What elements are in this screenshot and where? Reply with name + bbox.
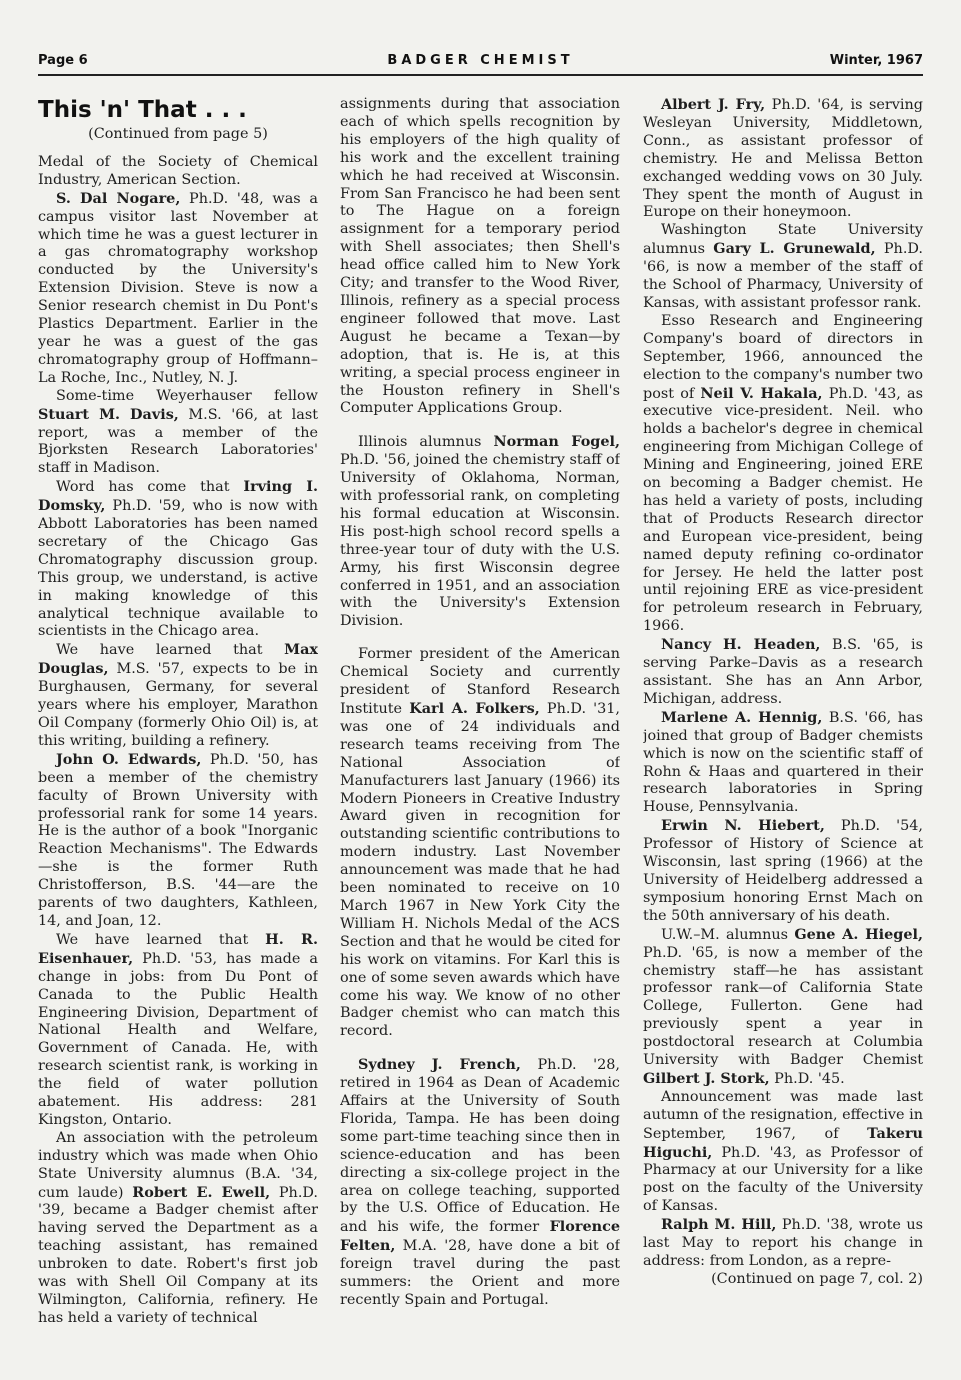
paragraph: Washington State University alumnus Gary L. Grunewald, Ph.D. '66, is now a member of the staff of the School of Pharmacy, University of Kansas, with assistant professor rank. bbox=[643, 222, 923, 311]
paragraph: John O. Edwards, Ph.D. '50, has been a member of the chemistry faculty of Brown University with professorial rank for some 14 years. He is the author of a book "Inorganic Reaction Mechanisms". The Edwards—she is the former Ruth Christofferson, B.S. '44—are the parents of two daughters, Kathleen, 14, and Joan, 12. bbox=[38, 750, 318, 929]
publication-title: BADGER CHEMIST bbox=[387, 53, 574, 68]
paragraph: Announcement was made last autumn of the resignation, effective in September, 1967, of Takeru Higuchi, Ph.D. '43, as Professor of Pharmacy at our University for a like post on the faculty of the University of Kansas. bbox=[643, 1088, 923, 1215]
column-1 bbox=[38, 96, 318, 1346]
column-3 bbox=[643, 96, 923, 1346]
paragraph: Marlene A. Hennig, B.S. '66, has joined that group of Badger chemists which is now on the scientific staff of Rohn & Haas and quartered in their research laboratories in Spring House, Pennsylvania. bbox=[643, 708, 923, 816]
paragraph: Word has come that Irving I. Domsky, Ph.D. '59, who is now with Abbott Laboratories has been named secretary of the Chicago Gas Chromatography discussion group. This group, we understand, is active in making knowledge of this analytical technique available to scientists in the Chicago area. bbox=[38, 478, 318, 640]
paragraph: Albert J. Fry, Ph.D. '64, is serving Wesleyan University, Middletown, Conn., as assistant professor of chemistry. He and Melissa Betton exchanged wedding vows on 30 July. They spent the month of August in Europe on their honeymoon. bbox=[643, 96, 923, 221]
paragraph: Nancy H. Headen, B.S. '65, is serving Parke–Davis as a research assistant. She has an Ann Arbor, Michigan, address. bbox=[643, 636, 923, 707]
header-rule bbox=[38, 74, 923, 76]
paragraph: Sydney J. French, Ph.D. '28, retired in 1964 as Dean of Academic Affairs at the University of South Florida, Tampa. He has been doing some part-time teaching since then in science-education and has been directing a six-college project in the area on college teaching, supported by the U.S. Office of Education. He and his wife, the former Florence Felten, M.A. '28, have done a bit of foreign travel during the past summers: the Orient and more recently Spain and Portugal. bbox=[340, 1056, 620, 1308]
page-number: Page 6 bbox=[38, 53, 88, 68]
continued-on: (Continued on page 7, col. 2) bbox=[711, 1270, 923, 1287]
paragraph: Illinois alumnus Norman Fogel, Ph.D. '56, joined the chemistry staff of University of Oklahoma, Norman, with professorial rank, on completing his formal education at Wisconsin. His post-high school record spells a three-year tour of duty with the U.S. Army, his first Wisconsin degree conferred in 1951, and an association with the University's Extension Division. bbox=[340, 433, 620, 630]
paragraph: Some-time Weyerhauser fellow Stuart M. Davis, M.S. '66, at last report, was a member of the Bjorksten Research Laboratories' staff in Madison. bbox=[38, 387, 318, 477]
continued-from: (Continued from page 5) bbox=[88, 126, 268, 142]
paragraph: Medal of the Society of Chemical Industry, American Section. bbox=[38, 153, 318, 188]
section-title: This 'n' That . . . bbox=[38, 97, 247, 123]
paragraph: assignments during that association each of which spells recognition by his employers of the high quality of his work and the excellent training which he had received at Wisconsin. From San Francisco he had been sent to The Hague on a foreign assignment for a temporary period with Shell associates; then Shell's head office called him to New York City; and transfer to the Wood River, Illinois, refinery as a special process engineer followed that move. Last August he became a Texan—by adoption, that is. He is, at this writing, a special process engineer in the Houston refinery in Shell's Computer Applications Group. bbox=[340, 96, 620, 417]
paragraph: Esso Research and Engineering Company's board of directors in September, 1966, announced the election to the company's number two post of Neil V. Hakala, Ph.D. '43, as executive vice-president. Neil. who holds a bachelor's degree in chemical engineering from Michigan College of Mining and Engineering, joined ERE on becoming a Badger chemist. He has held a variety of posts, including that of Products Research director and European vice-president, being named deputy refining co-ordinator for Jersey. He held the latter post until rejoining ERE as vice-president for petroleum research in February, 1966. bbox=[643, 312, 923, 635]
paragraph: S. Dal Nogare, Ph.D. '48, was a campus visitor last November at which time he was a guest lecturer in a gas chromatography workshop conducted by the University's Extension Division. Steve is now a Senior research chemist in Du Pont's Plastics Department. Earlier in the year he was a guest of the gas chromatography group of Hoffmann–La Roche, Inc., Nutley, N. J. bbox=[38, 189, 318, 386]
paragraph: An association with the petroleum industry which was made when Ohio State University alumnus (B.A. '34, cum laude) Robert E. Ewell, Ph.D. '39, became a Badger chemist after having served the Department as a teaching assistant, has remained unbroken to date. Robert's first job was with Shell Oil Company at its Wilmington, California, refinery. He has held a variety of technical bbox=[38, 1129, 318, 1326]
paragraph: Erwin N. Hiebert, Ph.D. '54, Professor of History of Science at Wisconsin, last spring (1966) at the University of Heidelberg addressed a symposium honoring Ernst Mach on the 50th anniversary of his death. bbox=[643, 817, 923, 924]
paragraph: U.W.–M. alumnus Gene A. Hiegel, Ph.D. '65, is now a member of the chemistry staff—he has assistant professor rank—of California State College, Fullerton. Gene had previously spent a year in postdoctoral research at Columbia University with Badger Chemist Gilbert J. Stork, Ph.D. '45. bbox=[643, 925, 923, 1087]
paragraph: We have learned that Max Douglas, M.S. '57, expects to be in Burghausen, Germany, for several years where his employer, Marathon Oil Company (formerly Ohio Oil) is, at this writing, building a refinery. bbox=[38, 641, 318, 749]
page-header bbox=[38, 53, 923, 73]
paragraph: Ralph M. Hill, Ph.D. '38, wrote us last May to report his change in address: from London, as a repre- bbox=[643, 1216, 923, 1269]
paragraph: We have learned that H. R. Eisenhauer, Ph.D. '53, has made a change in jobs: from Du Pont of Canada to the Public Health Engineering Division, Department of National Health and Welfare, Government of Canada. He, with research scientist rank, is working in the field of water pollution abatement. His address: 281 Kingston, Ontario. bbox=[38, 930, 318, 1128]
column-2 bbox=[340, 96, 620, 1346]
issue-date: Winter, 1967 bbox=[829, 53, 923, 68]
paragraph: Former president of the American Chemical Society and currently president of Stanford Research Institute Karl A. Folkers, Ph.D. '31, was one of 24 individuals and research teams receiving from The National Association of Manufacturers last January (1966) its Modern Pioneers in Creative Industry Award given in recognition for outstanding scientific contributions to modern industry. Last November announcement was made that he had been nominated to receive on 10 March 1967 in New York City the William H. Nichols Medal of the ACS Section and that he would be cited for his work on vitamins. For Karl this is one of some seven awards which have come his way. We know of no other Badger chemist who can match this record. bbox=[340, 646, 620, 1040]
